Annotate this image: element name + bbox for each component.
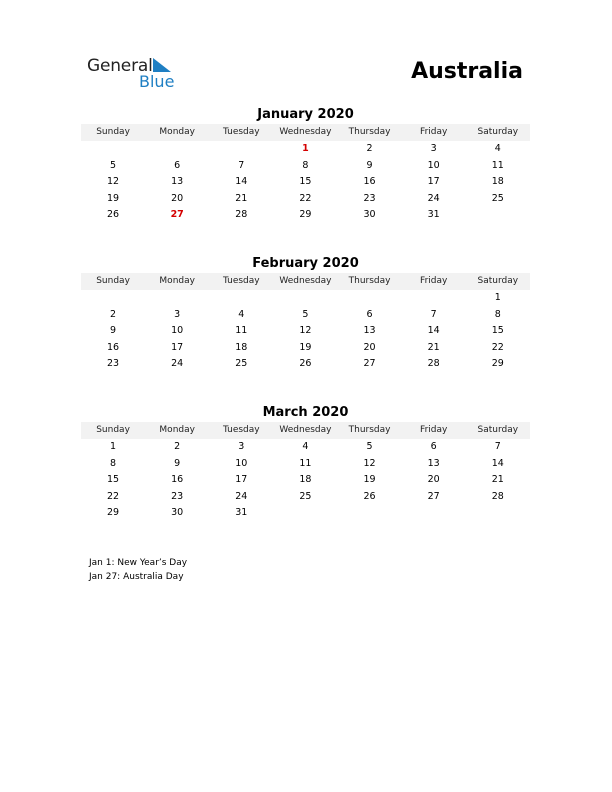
day-cell: 11 xyxy=(235,325,248,337)
week-row xyxy=(81,456,530,473)
empty-day-cell xyxy=(81,141,145,158)
weekday-label: Saturday xyxy=(477,276,519,286)
day-cell: 17 xyxy=(235,474,248,486)
month-calendar xyxy=(81,107,530,224)
holiday-item: Jan 27: Australia Day xyxy=(89,572,184,582)
weekday-label: Friday xyxy=(420,276,448,286)
day-cell: 23 xyxy=(107,358,120,370)
day-cell: 8 xyxy=(110,457,117,469)
weekday-label: Sunday xyxy=(96,276,130,286)
day-cell: 19 xyxy=(299,341,312,353)
day-cell: 25 xyxy=(235,358,248,370)
day-cell: 26 xyxy=(107,209,120,221)
day-cell: 29 xyxy=(107,507,120,519)
weekday-label: Monday xyxy=(159,425,195,435)
weekday-label: Tuesday xyxy=(223,127,260,137)
empty-day-cell xyxy=(145,141,209,158)
weekday-label: Monday xyxy=(159,276,195,286)
empty-day-cell xyxy=(273,505,337,522)
day-cell: 25 xyxy=(491,192,504,204)
holiday-day-cell: 1 xyxy=(302,143,309,154)
day-cell: 5 xyxy=(110,159,117,171)
holiday-list xyxy=(89,556,187,584)
week-row xyxy=(81,505,530,522)
month-title: February 2020 xyxy=(252,256,359,271)
week-row xyxy=(81,290,530,307)
day-cell: 16 xyxy=(171,474,184,486)
day-cell: 20 xyxy=(171,192,184,204)
empty-day-cell xyxy=(145,290,209,307)
day-cell: 29 xyxy=(299,209,312,221)
day-cell: 7 xyxy=(494,441,501,452)
week-row xyxy=(81,191,530,208)
day-cell: 12 xyxy=(299,325,312,337)
day-cell: 24 xyxy=(171,358,184,370)
day-cell: 30 xyxy=(363,209,376,221)
country-title: Australia xyxy=(411,59,523,84)
day-cell: 20 xyxy=(363,341,376,353)
weekday-label: Sunday xyxy=(96,425,130,435)
month-calendar xyxy=(81,405,530,522)
day-cell: 19 xyxy=(107,192,120,204)
day-cell: 1 xyxy=(110,441,117,452)
day-cell: 23 xyxy=(171,490,184,502)
day-cell: 6 xyxy=(174,159,181,171)
holiday-day-cell: 27 xyxy=(170,209,184,221)
day-cell: 12 xyxy=(363,457,376,469)
day-cell: 31 xyxy=(235,507,248,519)
weekday-label: Wednesday xyxy=(279,276,332,286)
day-cell: 12 xyxy=(107,176,120,188)
weekday-label: Friday xyxy=(420,425,448,435)
day-cell: 6 xyxy=(430,441,437,452)
empty-day-cell xyxy=(81,290,145,307)
day-cell: 15 xyxy=(299,176,312,188)
day-cell: 10 xyxy=(427,159,440,171)
day-cell: 25 xyxy=(299,490,312,502)
day-cell: 11 xyxy=(491,159,504,171)
day-cell: 14 xyxy=(491,457,504,469)
day-cell: 26 xyxy=(299,358,312,370)
month-calendar xyxy=(81,256,530,373)
day-cell: 18 xyxy=(299,474,312,486)
week-row xyxy=(81,323,530,340)
weekday-label: Monday xyxy=(159,127,195,137)
month-title: March 2020 xyxy=(262,405,349,420)
day-cell: 2 xyxy=(366,143,373,154)
day-cell: 20 xyxy=(427,474,440,486)
day-cell: 18 xyxy=(491,176,504,188)
weekday-label: Sunday xyxy=(96,127,130,137)
day-cell: 3 xyxy=(174,308,181,320)
weekday-label: Friday xyxy=(420,127,448,137)
empty-day-cell xyxy=(209,290,273,307)
day-cell: 23 xyxy=(363,192,376,204)
weekday-header xyxy=(81,124,530,141)
empty-day-cell xyxy=(209,141,273,158)
day-cell: 29 xyxy=(491,358,504,370)
weekday-label: Thursday xyxy=(348,276,391,286)
day-cell: 26 xyxy=(363,490,376,502)
day-cell: 18 xyxy=(235,341,248,353)
day-cell: 5 xyxy=(302,308,309,320)
day-cell: 21 xyxy=(235,192,248,204)
weekday-label: Wednesday xyxy=(279,127,332,137)
empty-day-cell xyxy=(402,290,466,307)
weekday-header xyxy=(81,422,530,439)
week-row xyxy=(81,489,530,506)
day-cell: 13 xyxy=(427,457,440,469)
logo-triangle-icon xyxy=(153,58,171,72)
day-cell: 22 xyxy=(491,341,504,353)
day-cell: 24 xyxy=(427,192,440,204)
day-cell: 8 xyxy=(302,159,309,171)
day-cell: 30 xyxy=(171,507,184,519)
day-cell: 28 xyxy=(235,209,248,221)
day-cell: 15 xyxy=(491,325,504,337)
empty-day-cell xyxy=(273,290,337,307)
day-cell: 9 xyxy=(110,325,117,337)
weekday-label: Thursday xyxy=(348,425,391,435)
day-cell: 10 xyxy=(235,457,248,469)
day-cell: 10 xyxy=(171,325,184,337)
day-cell: 2 xyxy=(110,308,117,320)
day-cell: 11 xyxy=(299,457,312,469)
week-row xyxy=(81,207,530,224)
day-cell: 27 xyxy=(427,490,440,502)
weekday-label: Saturday xyxy=(477,127,519,137)
day-cell: 16 xyxy=(363,176,376,188)
day-cell: 2 xyxy=(174,441,181,452)
week-row xyxy=(81,340,530,357)
day-cell: 5 xyxy=(366,441,373,452)
weekday-label: Tuesday xyxy=(223,276,260,286)
day-cell: 9 xyxy=(366,159,373,171)
weekday-label: Wednesday xyxy=(279,425,332,435)
day-cell: 28 xyxy=(427,358,440,370)
day-cell: 24 xyxy=(235,490,248,502)
month-title: January 2020 xyxy=(257,107,354,122)
day-cell: 27 xyxy=(363,358,376,370)
week-row xyxy=(81,307,530,324)
day-cell: 22 xyxy=(299,192,312,204)
empty-day-cell xyxy=(402,505,466,522)
day-cell: 13 xyxy=(363,325,376,337)
week-row xyxy=(81,141,530,158)
weekday-label: Tuesday xyxy=(223,425,260,435)
empty-day-cell xyxy=(466,207,530,224)
day-cell: 15 xyxy=(107,474,120,486)
day-cell: 21 xyxy=(491,474,504,486)
week-row xyxy=(81,174,530,191)
week-row xyxy=(81,158,530,175)
day-cell: 17 xyxy=(427,176,440,188)
day-cell: 4 xyxy=(238,308,245,320)
empty-day-cell xyxy=(338,290,402,307)
holiday-item: Jan 1: New Year’s Day xyxy=(89,558,188,568)
day-cell: 3 xyxy=(430,143,437,154)
day-cell: 8 xyxy=(494,308,501,320)
day-cell: 6 xyxy=(366,308,373,320)
day-cell: 17 xyxy=(171,341,184,353)
empty-day-cell xyxy=(338,505,402,522)
day-cell: 14 xyxy=(427,325,440,337)
day-cell: 7 xyxy=(430,308,437,320)
day-cell: 21 xyxy=(427,341,440,353)
logo-blue-text: Blue xyxy=(139,72,175,91)
day-cell: 3 xyxy=(238,441,245,452)
day-cell: 4 xyxy=(494,143,501,154)
day-cell: 16 xyxy=(107,341,120,353)
day-cell: 4 xyxy=(302,441,309,452)
week-row xyxy=(81,472,530,489)
day-cell: 22 xyxy=(107,490,120,502)
day-cell: 19 xyxy=(363,474,376,486)
week-row xyxy=(81,439,530,456)
logo-general-text: General xyxy=(87,56,153,76)
day-cell: 13 xyxy=(171,176,184,188)
day-cell: 7 xyxy=(238,159,245,171)
day-cell: 28 xyxy=(491,490,504,502)
empty-day-cell xyxy=(466,505,530,522)
day-cell: 9 xyxy=(174,457,181,469)
weekday-header xyxy=(81,273,530,290)
day-cell: 31 xyxy=(427,209,440,221)
day-cell: 14 xyxy=(235,176,248,188)
weekday-label: Saturday xyxy=(477,425,519,435)
day-cell: 1 xyxy=(494,292,501,303)
week-row xyxy=(81,356,530,373)
weekday-label: Thursday xyxy=(348,127,391,137)
logo xyxy=(87,56,187,92)
